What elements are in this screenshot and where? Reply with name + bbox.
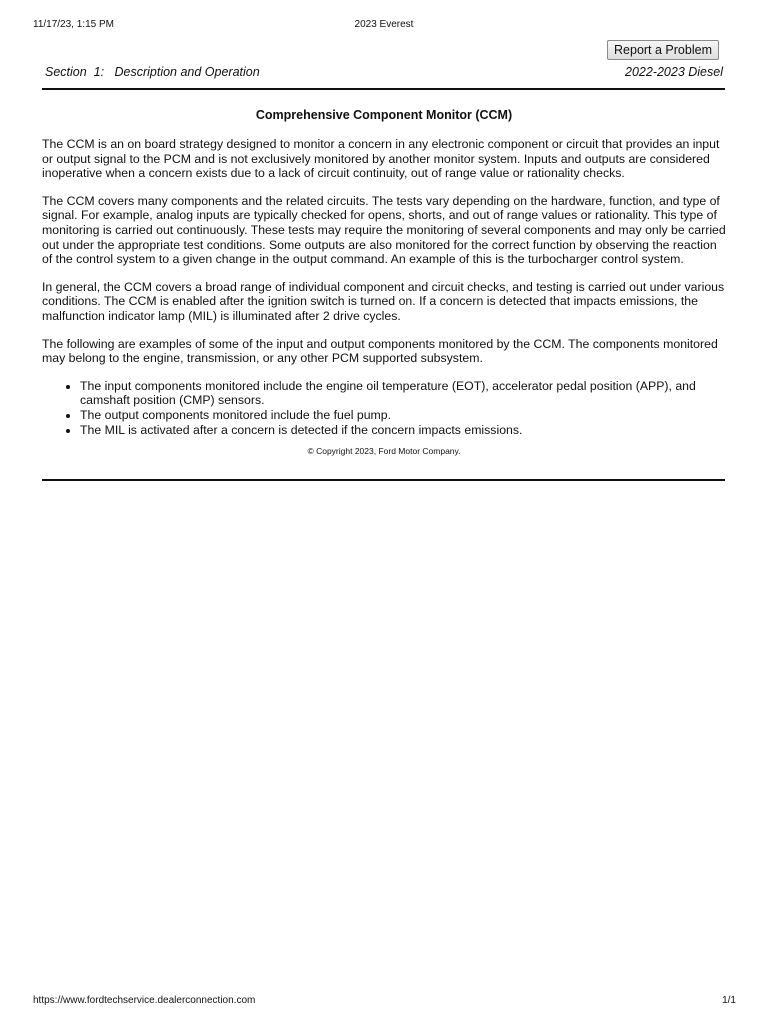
component-list xyxy=(42,379,726,437)
paragraph: The CCM is an on board strategy designed to monitor a concern in any electronic component or circuit that provides an input or output signal to the PCM and is not exclusively monitored by another monitor system. Inputs and outputs are considered inoperative when a concern exists due to a lack of circuit continuity, out of range value or rationality checks. xyxy=(42,137,720,181)
footer-divider xyxy=(42,479,725,481)
header-divider xyxy=(42,88,725,90)
page-number: 1/1 xyxy=(722,995,736,1006)
section-label: Section 1: Description and Operation xyxy=(45,65,260,79)
article-body xyxy=(42,108,726,456)
list-item: • The output components monitored include the fuel pump. xyxy=(80,408,726,423)
print-url: https://www.fordtechservice.dealerconnection.com xyxy=(33,995,256,1006)
paragraph: The following are examples of some of the input and output components monitored by the CCM. The components monitored may belong to the engine, transmission, or any other PCM supported subsystem. xyxy=(42,336,718,366)
copyright-notice: © Copyright 2023, Ford Motor Company. xyxy=(307,446,461,457)
print-datetime: 11/17/23, 1:15 PM xyxy=(33,19,114,30)
list-item: • The MIL is activated after a concern is detected if the concern impacts emissions. xyxy=(80,423,726,438)
model-label: 2022-2023 Diesel xyxy=(625,65,723,79)
report-problem-button[interactable]: Report a Problem xyxy=(607,40,719,60)
print-page-title: 2023 Everest xyxy=(354,19,414,30)
paragraph: In general, the CCM covers a broad range of individual component and circuit checks, and testing is carried out under various conditions. The CCM is enabled after the ignition switch is turned on. If a concern is detected that impacts emissions, the malfunction indicator lamp (MIL) is illuminated after 2 drive cycles. xyxy=(42,279,725,323)
paragraph: The CCM covers many components and the related circuits. The tests vary depending on the hardware, function, and type of signal. For example, analog inputs are typically checked for opens, shorts, and out of range values or rationality. This type of monitoring is carried out continuously. These tests may require the monitoring of several components and may only be carried out under the appropriate test conditions. Some outputs are also monitored for the correct function by observing the reaction of the control system to a given change in the output command. An example of this is the turbocharger control system. xyxy=(42,193,726,267)
list-item: • The input components monitored include the engine oil temperature (EOT), accelerator pedal position (APP), and camshaft position (CMP) sensors. xyxy=(80,379,726,408)
article-title: Comprehensive Component Monitor (CCM) xyxy=(255,108,513,122)
